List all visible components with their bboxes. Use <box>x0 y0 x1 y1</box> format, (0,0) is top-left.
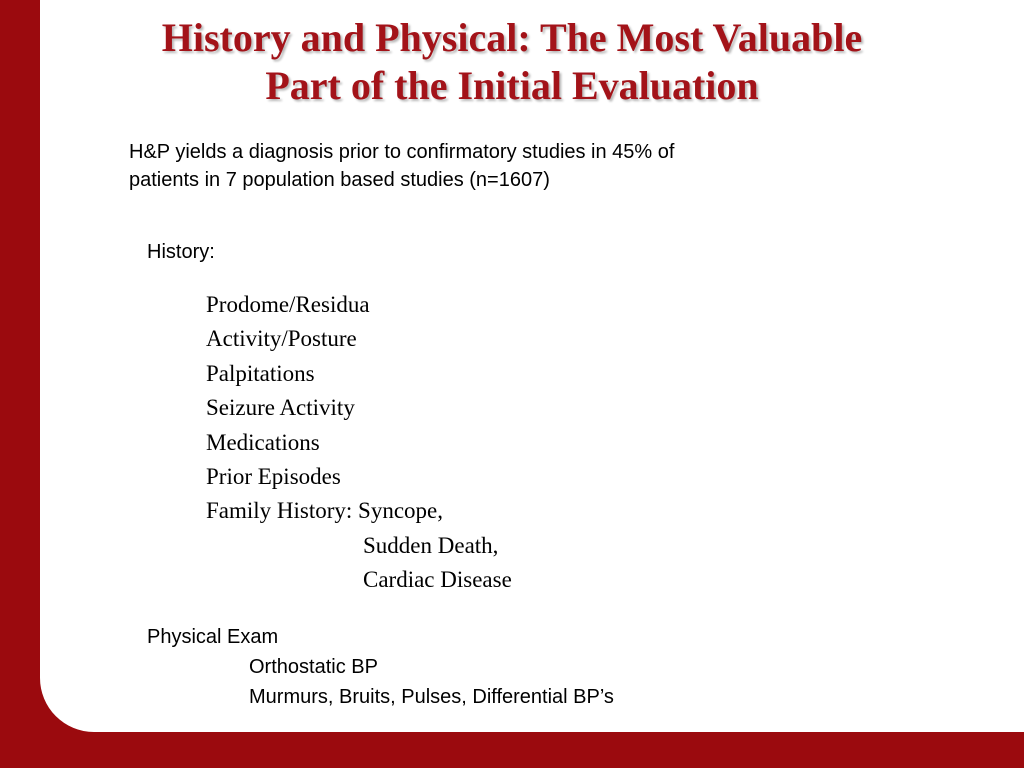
physical-exam-item-orthostatic: Orthostatic BP <box>249 656 378 678</box>
history-subitem-cardiac-disease: Cardiac Disease <box>363 567 512 593</box>
history-item-family-history: Family History: Syncope, <box>206 498 444 524</box>
history-item-prodome: Prodome/Residua <box>206 292 370 317</box>
slide-panel <box>40 0 1024 732</box>
intro-line-2: patients in 7 population based studies (n=1607) <box>129 169 550 191</box>
slide-title <box>40 14 984 110</box>
history-subitem-sudden-death: Sudden Death, <box>363 532 499 558</box>
history-list <box>206 288 512 598</box>
history-item-prior-episodes: Prior Episodes <box>206 464 341 490</box>
slide-title-line-1: History and Physical: The Most Valuable <box>161 15 863 60</box>
intro-text <box>129 138 849 194</box>
history-item-palpitations: Palpitations <box>206 360 315 386</box>
intro-line-1: H&P yields a diagnosis prior to confirmatory studies in 45% of <box>129 141 675 163</box>
slide-title-line-2: Part of the Initial Evaluation <box>265 63 759 108</box>
physical-exam-block <box>147 622 614 712</box>
history-item-activity: Activity/Posture <box>206 326 357 352</box>
history-heading: History: <box>147 241 215 263</box>
history-item-seizure: Seizure Activity <box>206 395 355 421</box>
physical-exam-heading: Physical Exam <box>147 626 279 648</box>
physical-exam-item-murmurs: Murmurs, Bruits, Pulses, Differential BP’s <box>249 686 614 708</box>
history-item-medications: Medications <box>206 429 320 455</box>
